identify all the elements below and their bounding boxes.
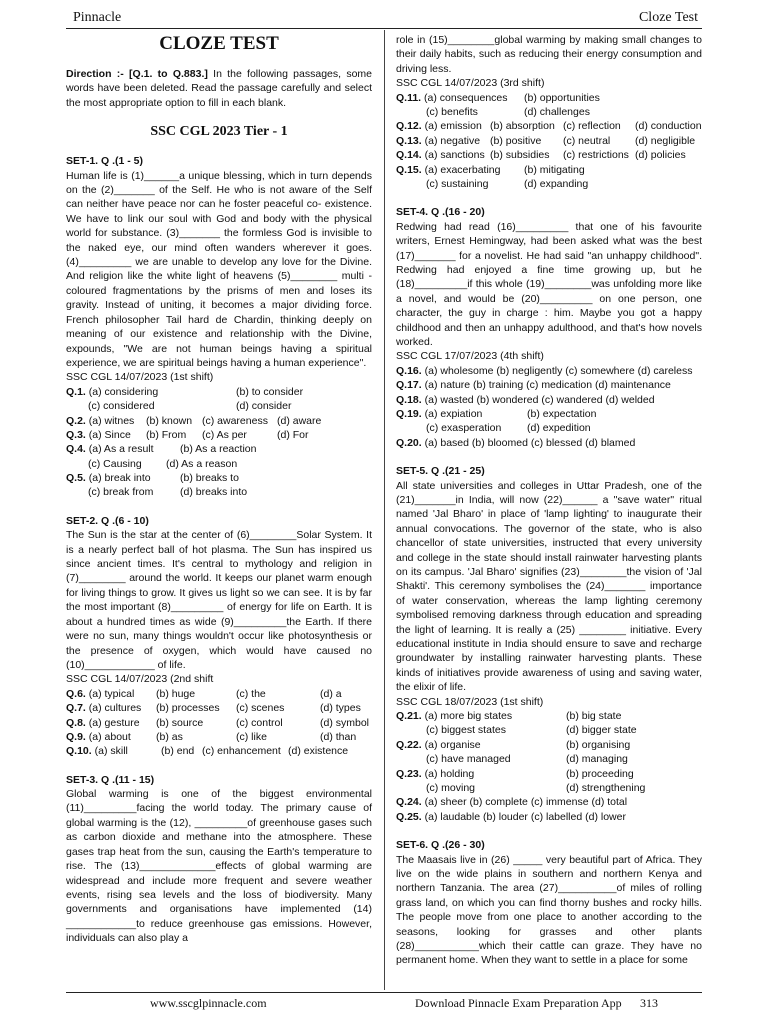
question-number: Q.2. xyxy=(66,414,86,427)
option: (b) known xyxy=(146,414,193,427)
page-number: 313 xyxy=(640,996,658,1010)
question xyxy=(66,716,372,730)
passage: Global warming is one of the biggest environmental (11)_________facing the world today. The primary cause of global warming is the (12), _________of greenhouse gases such as carbon dioxide and methane into the atmosphere. These gases trap heat from the sun, causing the Earth's temperature to rise. The (13)_____________effects of global warming are widespread and include more frequent and severe weather events, rising sea levels and the loss of biodiversity. Many governments and organisations have implemented (14) ____________to reduce greenhouse gas emissions. However, individuals can also play a xyxy=(66,788,372,945)
question xyxy=(396,148,702,162)
option: (a) expiation xyxy=(424,408,483,420)
option: (b) to consider xyxy=(236,385,304,398)
option: (d) managing xyxy=(566,753,628,766)
option: (a) cultures xyxy=(88,702,142,715)
question-options xyxy=(396,177,702,191)
option: (b) From xyxy=(146,428,187,441)
option: (d) strengthening xyxy=(566,782,646,795)
option: (d) For xyxy=(277,428,309,441)
option: (c) like xyxy=(236,730,267,743)
source-line: SSC CGL 17/07/2023 (4th shift) xyxy=(396,350,544,363)
question-options xyxy=(396,105,702,119)
question xyxy=(396,364,702,378)
option: (d) types xyxy=(320,702,361,715)
option: (d) conduction xyxy=(635,120,702,133)
option: (c) biggest states xyxy=(426,724,506,737)
question xyxy=(396,738,702,752)
direction-text xyxy=(66,67,372,110)
option: (c) the xyxy=(236,687,266,700)
option: (b) processes xyxy=(156,702,220,715)
question-options xyxy=(66,485,372,499)
question xyxy=(396,407,702,421)
question-number: Q.20. xyxy=(396,436,422,449)
left-column xyxy=(66,33,372,946)
option: (a) about xyxy=(88,730,131,743)
option: (a) more big states xyxy=(424,710,513,723)
option: (c) have managed xyxy=(426,753,511,766)
options-inline: (a) nature (b) training (c) medication (d) maintenance xyxy=(424,379,671,392)
passage: Redwing had read (16)_________ that one of his favourite writers, Ernest Hemingway, had been asked what was the best (17)_______ for a novelist. He had said "an unhappy childhood". Redwing had enjoyed a fine time growing up, but he (18)_________if this whole (19)________was unfolding more like a novel, and would be (20)_________ on one person, one character, the guy in charge : him. Maybe you got a happy childhood and then an unhappy adulthood, and that's how novels worked. xyxy=(396,220,702,349)
footer-app-text: Download Pinnacle Exam Preparation App xyxy=(415,996,622,1010)
question-number: Q.17. xyxy=(396,379,422,392)
question-number: Q.15. xyxy=(396,163,422,176)
column-divider xyxy=(384,30,385,990)
question-number: Q.3. xyxy=(66,428,86,441)
question-options xyxy=(396,421,702,435)
question xyxy=(66,744,372,758)
question xyxy=(66,730,372,744)
question xyxy=(66,701,372,715)
option: (a) Since xyxy=(88,428,131,441)
option: (d) existence xyxy=(288,745,349,758)
set-heading: SET-4. Q .(16 - 20) xyxy=(396,206,485,219)
set-heading: SET-3. Q .(11 - 15) xyxy=(66,773,155,786)
question xyxy=(396,795,702,809)
source-line: SSC CGL 14/07/2023 (3rd shift) xyxy=(396,77,545,90)
option: (b) As a reaction xyxy=(180,443,257,456)
option: (b) as xyxy=(156,730,183,743)
question xyxy=(396,393,702,407)
option: (d) expedition xyxy=(527,422,591,435)
option: (b) opportunities xyxy=(524,91,600,104)
option: (b) proceeding xyxy=(566,767,634,780)
question xyxy=(396,767,702,781)
question-options xyxy=(396,723,702,737)
question xyxy=(396,810,702,824)
question-number: Q.25. xyxy=(396,810,422,823)
question xyxy=(66,428,372,442)
question xyxy=(396,163,702,177)
footer-rule xyxy=(66,992,702,993)
source-line: SSC CGL 18/07/2023 (1st shift) xyxy=(396,695,544,708)
question-number: Q.13. xyxy=(396,134,422,147)
option: (d) aware xyxy=(277,414,322,427)
option: (b) expectation xyxy=(527,408,597,420)
option: (c) sustaining xyxy=(426,177,489,190)
question-number: Q.18. xyxy=(396,393,422,406)
question xyxy=(396,119,702,133)
option: (a) negative xyxy=(424,134,481,147)
question-number: Q.11. xyxy=(396,91,422,104)
option: (b) mitigating xyxy=(524,163,585,176)
question-options xyxy=(396,781,702,795)
option: (c) awareness xyxy=(202,414,268,427)
options-inline: (a) based (b) bloomed (c) blessed (d) blamed xyxy=(424,436,636,449)
question xyxy=(66,687,372,701)
passage-continued: role in (15)________global warming by making small changes to their daily habits, such as reducing their energy consumption and driving less. xyxy=(396,34,702,75)
option: (c) Causing xyxy=(88,457,142,470)
options-inline: (a) laudable (b) louder (c) labelled (d) lower xyxy=(424,810,626,823)
option: (a) consequences xyxy=(424,91,508,104)
option: (d) negligible xyxy=(635,134,696,147)
option: (d) consider xyxy=(236,400,292,413)
question-number: Q.21. xyxy=(396,710,422,723)
question xyxy=(396,91,702,105)
option: (b) source xyxy=(156,716,204,729)
question-number: Q.14. xyxy=(396,149,422,162)
option: (c) neutral xyxy=(563,134,611,147)
question-number: Q.22. xyxy=(396,738,422,751)
question xyxy=(396,709,702,723)
question xyxy=(396,436,702,450)
direction-body: In the following passages, some words have been deleted. Read the passage carefully and select the most appropriate option to fill in each blank. xyxy=(66,68,373,109)
option: (c) benefits xyxy=(426,106,478,119)
set-heading: SET-5. Q .(21 - 25) xyxy=(396,465,485,478)
option: (b) end xyxy=(161,745,195,758)
option: (d) breaks into xyxy=(180,486,248,499)
question-number: Q.16. xyxy=(396,364,422,377)
page-header xyxy=(0,0,768,30)
question-options xyxy=(66,399,372,413)
option: (c) moving xyxy=(426,782,476,795)
options-inline: (a) wasted (b) wondered (c) wandered (d) welded xyxy=(424,393,655,406)
option: (b) organising xyxy=(566,738,631,751)
option: (a) typical xyxy=(88,687,135,700)
option: (b) big state xyxy=(566,710,622,723)
option: (d) expanding xyxy=(524,177,589,190)
option: (b) huge xyxy=(156,687,196,700)
question xyxy=(66,471,372,485)
option: (d) policies xyxy=(635,149,686,162)
question-number: Q.10. xyxy=(66,745,92,758)
question-number: Q.5. xyxy=(66,472,86,485)
option: (c) As per xyxy=(202,428,247,441)
option: (d) bigger state xyxy=(566,724,637,737)
question-options xyxy=(66,457,372,471)
header-section: Cloze Test xyxy=(638,10,698,25)
option: (b) absorption xyxy=(490,120,555,133)
option: (d) symbol xyxy=(320,716,370,729)
question-number: Q.23. xyxy=(396,767,422,780)
question-number: Q.4. xyxy=(66,443,86,456)
option: (c) break from xyxy=(88,486,154,499)
option: (c) restrictions xyxy=(563,149,629,162)
option: (d) a xyxy=(320,687,342,700)
question-number: Q.24. xyxy=(396,796,422,809)
option: (c) enhancement xyxy=(202,745,281,758)
option: (b) positive xyxy=(490,134,542,147)
option: (c) scenes xyxy=(236,702,285,715)
header-rule xyxy=(66,28,702,29)
option: (c) reflection xyxy=(563,120,621,133)
option: (a) emission xyxy=(424,120,482,133)
option: (c) control xyxy=(236,716,283,729)
question-options xyxy=(396,752,702,766)
option: (a) gesture xyxy=(88,716,140,729)
question xyxy=(396,134,702,148)
set-heading: SET-1. Q .(1 - 5) xyxy=(66,155,144,168)
passage: All state universities and colleges in Uttar Pradesh, one of the (21)_______in India, will now (22)______ a "save water" ritual named 'Jal Bharo' in place of 'lamp lighting' to inaugurate their annual convocations. The governor of the state, who is also chancellor of state universities, instructed that every university and college in the state should install rainwater harvesting plants on its campus. 'Jal Bharo' signifies (23)________the vision of 'Jal Shakti'. This ceremony symbolises the (24)_______ importance of water conservation, whereas the lamp lighting ceremony symbolised removing darkness through education and spreading the light of learning. It is really a (25) ________ initiative. Every educational institute in India should ensure to save and recharge groundwater by installing rainwater harvesting plants. These kinds of initiatives provide awareness of using and saving water, the elixir of life. xyxy=(396,479,702,694)
set-heading: SET-6. Q .(26 - 30) xyxy=(396,839,485,852)
option: (d) challenges xyxy=(524,106,590,119)
question-number: Q.19. xyxy=(396,408,422,420)
question-number: Q.8. xyxy=(66,716,86,729)
option: (a) organise xyxy=(424,738,481,751)
direction-label: Direction :- [Q.1. to Q.883.] xyxy=(66,68,208,80)
option: (c) considered xyxy=(88,400,155,413)
exam-heading: SSC CGL 2023 Tier - 1 xyxy=(150,124,288,140)
question xyxy=(66,442,372,456)
passage: The Maasais live in (26) _____ very beautiful part of Africa. They live on the wide plains in southern and northern Kenya and northern Tanzania. The area (27)__________of miles of rolling grass land, on which you can find thorny bushes and rocky hills. The people move from one place to another according to the seasons, looking for grasses and other plants (28)___________which their cattle can graze. They have no permanent home. When they want to settle in a place for some xyxy=(396,853,702,967)
option: (a) break into xyxy=(88,472,151,485)
question-number: Q.1. xyxy=(66,385,86,398)
option: (a) witnes xyxy=(88,414,135,427)
option: (a) considering xyxy=(88,385,159,398)
question xyxy=(396,378,702,392)
option: (d) As a reason xyxy=(166,457,238,470)
passage: Human life is (1)______a unique blessing, which in turn depends on the (2)_______ of the Self. He who is not aware of the Self can neither have peace nor can he foster peaceful co- existence. We have to link our soul with God and body with the physical world for substance. (3)_______ the formless God is invisible to the naked eye, our mind often wanders wherever it goes. (4)_________ we are unable to develop any love for the Divine. And religion like the white light of heavens (5)________ multi - coloured fragmentations by the prisms of men and loses its gravity. Instead of uniting, it becomes a major dividing force. French philosopher Tail hard de Chardin, thinking deeply on meaning of our existence and relationship with the Divine, expounds, "We are not human beings having a spiritual experience, we are spiritual beings having a human experience". xyxy=(66,169,372,369)
options-inline: (a) wholesome (b) negligently (c) somewhere (d) careless xyxy=(424,364,693,377)
passage: The Sun is the star at the center of (6)________Solar System. It is a nearly perfect ball of hot plasma. The Sun has inspired us since ancient times. It's central to mythology and religion in (7)________ around the world. It keeps our planet warm enough for living things to grow. It gives us light so we can see. It is by far the most important (8)_________ of energy for life on Earth. It is about a hundred times as wide (9)_________the Earth. If there were no sun, many things wouldn't occur like photosynthesis or the presence of oxygen, which would have caused no (10)____________ of life. xyxy=(66,529,372,671)
page-title: CLOZE TEST xyxy=(159,33,279,54)
option: (c) exasperation xyxy=(426,422,502,435)
right-column xyxy=(396,33,702,968)
option: (a) As a result xyxy=(88,443,154,456)
option: (b) breaks to xyxy=(180,472,239,485)
option: (b) subsidies xyxy=(490,149,550,162)
source-line: SSC CGL 14/07/2023 (1st shift) xyxy=(66,371,214,384)
set-heading: SET-2. Q .(6 - 10) xyxy=(66,514,149,527)
question-number: Q.9. xyxy=(66,730,86,743)
question-number: Q.6. xyxy=(66,687,86,700)
option: (a) sanctions xyxy=(424,149,485,162)
option: (a) exacerbating xyxy=(424,163,501,176)
footer-website: www.sscglpinnacle.com xyxy=(150,996,267,1010)
question xyxy=(66,385,372,399)
source-line: SSC CGL 14/07/2023 (2nd shift xyxy=(66,673,214,686)
header-brand: Pinnacle xyxy=(73,10,122,25)
option: (d) than xyxy=(320,730,357,743)
option: (a) holding xyxy=(424,767,475,780)
question-number: Q.7. xyxy=(66,702,86,715)
question xyxy=(66,414,372,428)
question-number: Q.12. xyxy=(396,120,422,133)
option: (a) skill xyxy=(94,745,128,758)
options-inline: (a) sheer (b) complete (c) immense (d) total xyxy=(424,796,628,809)
